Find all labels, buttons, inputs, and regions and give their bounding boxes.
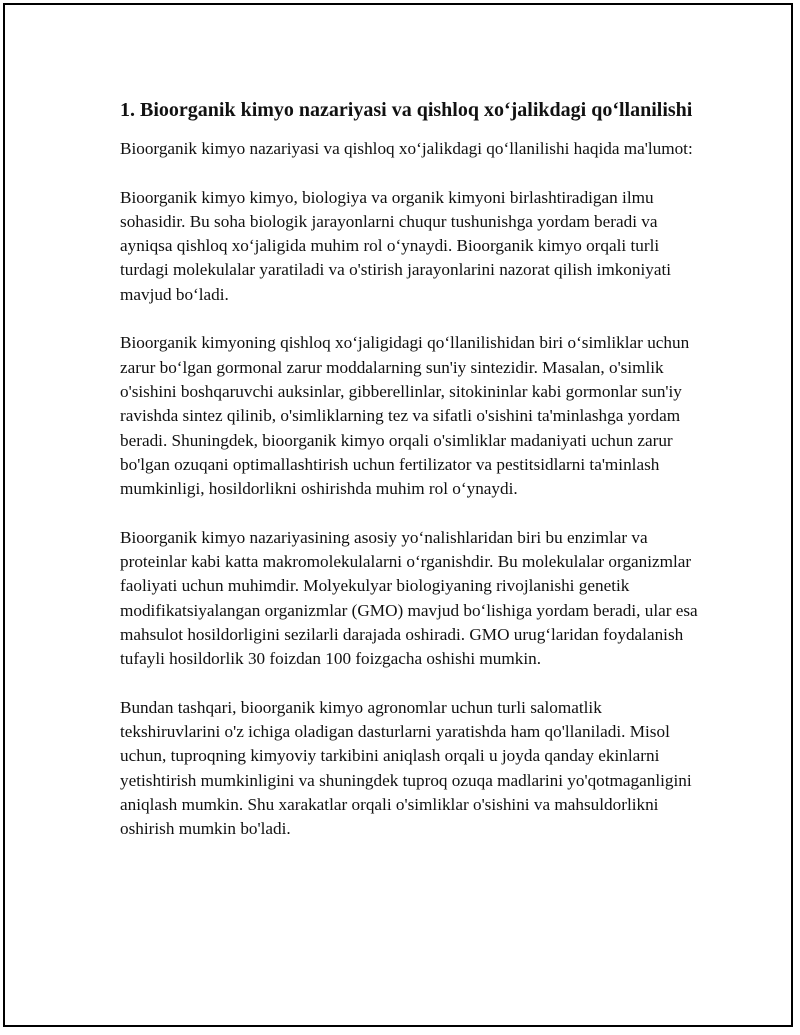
paragraph-soil-analysis: Bundan tashqari, bioorganik kimyo agronomlar uchun turli salomatlik tekshiruvlarini o'z ichiga oladigan dasturlarni yaratishda ham qo'llaniladi. Misol uchun, tuproqning kimyoviy tarkibini aniqlash orqali u joyda qanday ekinlarni yetishtirish mumkinligini va shuningdek tuproq ozuqa madlarini yo'qotmaganligini aniqlash mumkin. Shu xarakatlar orqali o'simliklar o'sishini va mahsuldorlikni oshirish mumkin bo'ladi. — [120, 697, 692, 839]
paragraph-macromolecules: Bioorganik kimyo nazariyasining asosiy yo‘nalishlaridan biri bu enzimlar va proteinlar kabi katta makromolekulalarni o‘rganishdir. Bu molekulalar organizmlar faoliyati uchun muhimdir. Molyekulyar biologiyaning rivojlanishi genetik modifikatsiyalangan organizmlar (GMO) mavjud bo‘lishiga yordam beradi, ular esa mahsulot hosildorligini sezilarli darajada oshiradi. GMO urug‘laridan foydalanish tufayli hosildorlik 30 foizdan 100 foizgacha oshishi mumkin. — [120, 527, 698, 669]
page-frame — [3, 3, 793, 1027]
paragraph-intro: Bioorganik kimyo nazariyasi va qishloq xo‘jalikdagi qo‘llanilishi haqida ma'lumot: — [120, 139, 693, 158]
paragraph-definition: Bioorganik kimyo kimyo, biologiya va organik kimyoni birlashtiradigan ilmu sohasidir. Bu soha biologik jarayonlarni chuqur tushunishga yordam beradi va ayniqsa qishloq xo‘jaligida muhim rol o‘ynaydi. Bioorganik kimyo orqali turli turdagi molekulalar yaratiladi va o'stirish jarayonlarini nazorat qilish imkoniyati mavjud bo‘ladi. — [120, 187, 672, 304]
paragraph-hormones: Bioorganik kimyoning qishloq xo‘jaligidagi qo‘llanilishidan biri o‘simliklar uchun zarur bo‘lgan gormonal zarur moddalarning sun'iy sintezidir. Masalan, o'simlik o'sishini boshqaruvchi auksinlar, gibberellinlar, sitokininlar kabi gormonlar sun'iy ravishda sintez qilinib, o'simliklarning tez va sifatli o'sishini ta'minlashga yordam beradi. Shuningdek, bioorganik kimyo orqali o'simliklar madaniyati uchun zarur bo'lgan ozuqani optimallashtirish uchun fertilizator va pestitsidlarni ta'minlash mumkinligi, hosildorlikni oshirishda muhim rol o‘ynaydi. — [120, 333, 690, 499]
document-body — [120, 97, 700, 866]
document-title: 1. Bioorganik kimyo nazariyasi va qishloq xo‘jalikdagi qo‘llanilishi — [120, 99, 693, 121]
